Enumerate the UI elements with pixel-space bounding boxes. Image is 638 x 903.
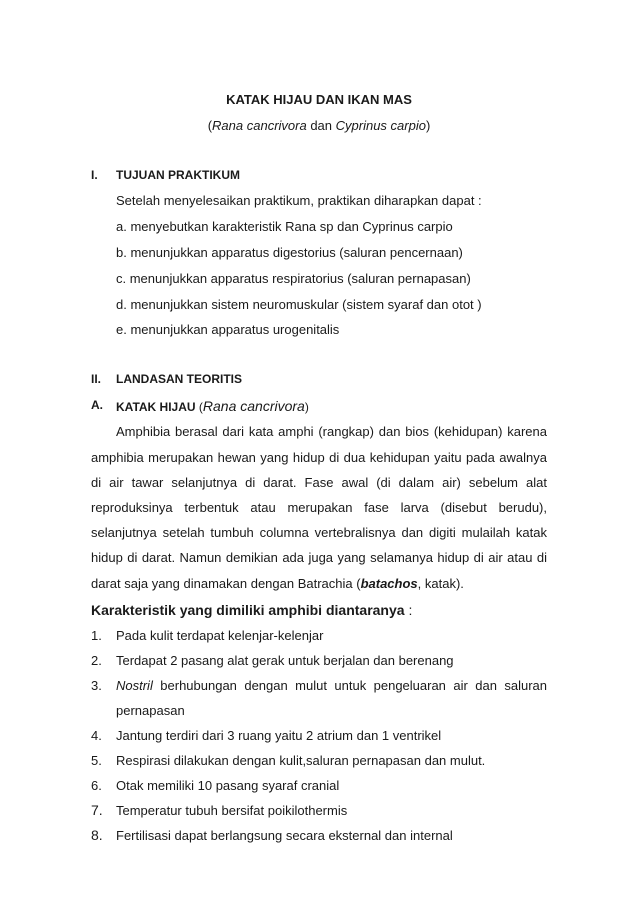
characteristics-heading-colon: : [404, 602, 413, 618]
char-item-4-number: 4. [91, 728, 102, 743]
section-1-number: I. [91, 168, 98, 182]
paragraph-line-5: selanjutnya setelah tumbuh columna vertebralisnya dan digiti mulailah katak [91, 525, 547, 540]
subtitle-open-paren: ( [207, 118, 213, 133]
paragraph-line-6: hidup di darat. Namun demikian ada juga yang selamanya hidup di air atau di [91, 550, 547, 565]
char-item-5-text: Respirasi dilakukan dengan kulit,saluran pernapasan dan mulut. [116, 753, 486, 768]
section-1-heading: TUJUAN PRAKTIKUM [116, 168, 240, 182]
objective-item-b: b. menunjukkan apparatus digestorius (saluran pencernaan) [116, 245, 463, 260]
document-subtitle [0, 118, 638, 133]
paragraph-line-7-suffix: , katak). [417, 576, 464, 591]
char-item-1-text: Pada kulit terdapat kelenjar-kelenjar [116, 628, 324, 643]
char-item-6-number: 6. [91, 778, 102, 793]
char-item-3-rest: berhubungan dengan mulut untuk pengeluaran air dan saluran [152, 678, 547, 693]
subtitle-conjunction: dan [306, 118, 336, 133]
paragraph-line-2: amphibia merupakan hewan yang hidup di dua kehidupan yaitu pada awalnya [91, 450, 547, 465]
char-item-4-text: Jantung terdiri dari 3 ruang yaitu 2 atrium dan 1 ventrikel [116, 728, 442, 743]
char-item-8-number: 8. [91, 827, 103, 843]
batachos-term: batachos [360, 576, 418, 591]
objective-item-e: e. menunjukkan apparatus urogenitalis [116, 322, 340, 337]
section-1-intro: Setelah menyelesaikan praktikum, praktikan diharapkan dapat : [116, 193, 482, 208]
objective-item-c: c. menunjukkan apparatus respiratorius (saluran pernapasan) [116, 271, 471, 286]
paragraph-line-3: di air tawar selanjutnya di darat. Fase awal (di dalam air) sebelum alat [91, 475, 547, 490]
char-item-5-number: 5. [91, 753, 102, 768]
char-item-6-text: Otak memiliki 10 pasang syaraf cranial [116, 778, 340, 793]
paragraph-line-1: Amphibia berasal dari kata amphi (rangkap) dan bios (kehidupan) karena [116, 424, 547, 439]
subsection-a-paren-open: ( [195, 400, 203, 414]
subtitle-species-1: Rana cancrivora [212, 118, 307, 133]
subsection-a-title: KATAK HIJAU [116, 400, 196, 414]
char-item-3-continuation: pernapasan [116, 703, 185, 718]
char-item-8-text: Fertilisasi dapat berlangsung secara eksternal dan internal [116, 828, 453, 843]
section-2-number: II. [91, 372, 102, 386]
char-item-3-number: 3. [91, 678, 102, 693]
document-title: KATAK HIJAU DAN IKAN MAS [226, 92, 412, 107]
subsection-a-heading [116, 398, 309, 414]
paragraph-line-4: reproduksinya terbentuk atau merupakan fase larva (disebut berudu), [91, 500, 547, 515]
subsection-a-species: Rana cancrivora [202, 398, 305, 414]
char-item-2-number: 2. [91, 653, 102, 668]
subtitle-close-paren: ) [425, 118, 431, 133]
char-item-7-number: 7. [91, 802, 103, 818]
characteristics-heading [91, 602, 412, 618]
objective-item-d: d. menunjukkan sistem neuromuskular (sistem syaraf dan otot ) [116, 297, 482, 312]
char-item-7-text: Temperatur tubuh bersifat poikilothermis [116, 803, 348, 818]
section-2-heading: LANDASAN TEORITIS [116, 372, 242, 386]
char-item-2-text: Terdapat 2 pasang alat gerak untuk berjalan dan berenang [116, 653, 454, 668]
objective-item-a: a. menyebutkan karakteristik Rana sp dan Cyprinus carpio [116, 219, 453, 234]
subsection-a-number: A. [91, 398, 103, 412]
subtitle-species-2: Cyprinus carpio [335, 118, 426, 133]
char-item-3-text [116, 678, 547, 693]
characteristics-heading-text: Karakteristik yang dimiliki amphibi diantaranya [91, 602, 405, 618]
nostril-term: Nostril [116, 678, 153, 693]
char-item-1-number: 1. [91, 628, 102, 643]
paragraph-line-7 [91, 576, 547, 591]
paragraph-line-7-prefix: darat saja yang dinamakan dengan Batrachia ( [91, 576, 361, 591]
subsection-a-paren-close: ) [304, 400, 309, 414]
